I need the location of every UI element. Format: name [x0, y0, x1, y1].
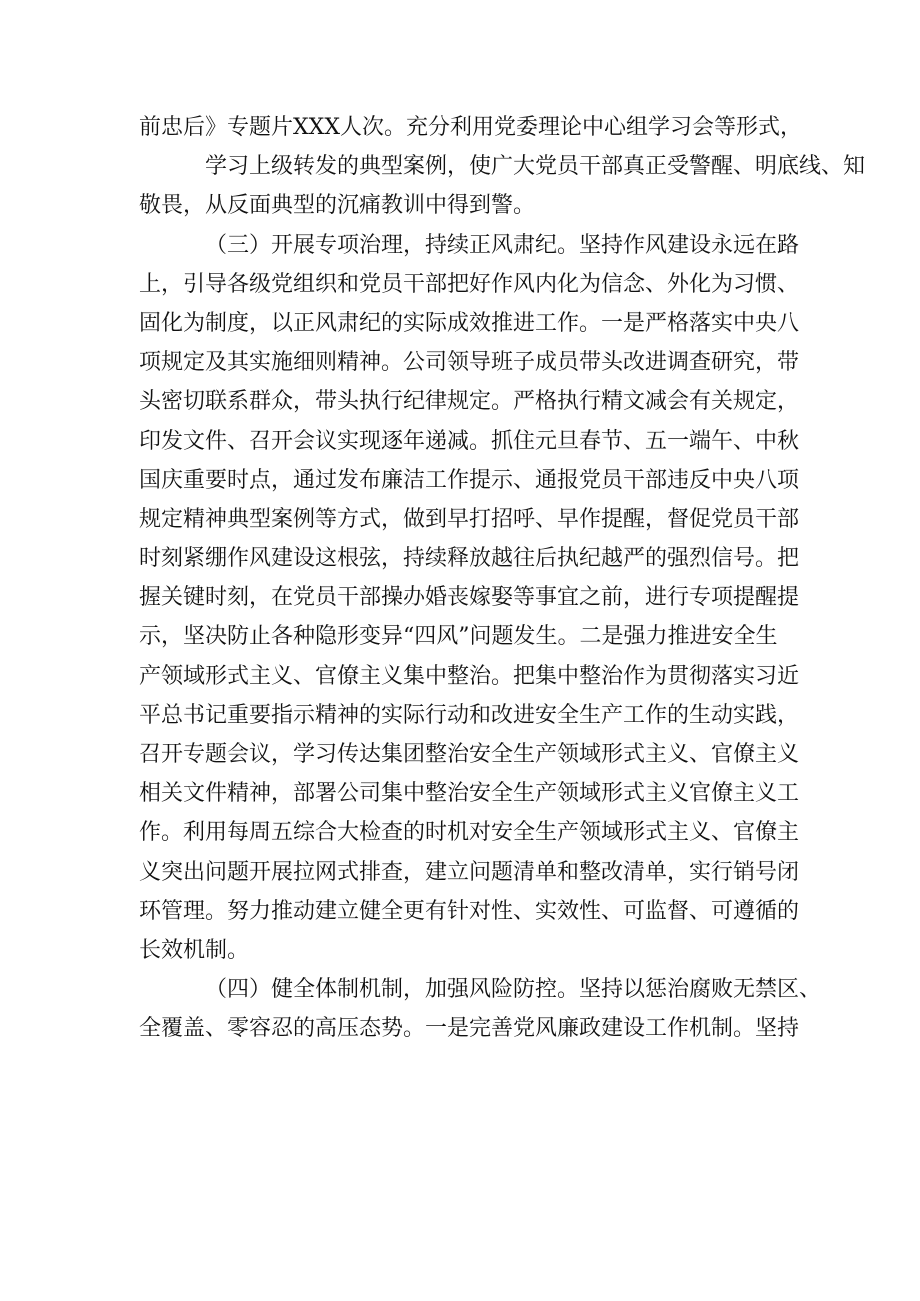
paragraph-section-3	[139, 226, 800, 971]
text-line: 相关文件精神，部署公司集中整治安全生产领域形式主义官僚主义工	[139, 781, 800, 807]
text-line: 全覆盖、零容忍的高压态势。一是完善党风廉政建设工作机制。坚持	[139, 1016, 800, 1042]
section-heading-line: （四）健全体制机制，加强风险防控。坚持以惩治腐败无禁区、	[205, 977, 822, 1003]
text-line: 平总书记重要指示精神的实际行动和改进安全生产工作的生动实践，	[139, 702, 800, 728]
text-line: 握关键时刻，在党员干部操办婚丧嫁娶等事宜之前，进行专项提醒提	[139, 585, 800, 611]
paragraph-continued	[139, 108, 866, 226]
text-line: 敬畏，从反面典型的沉痛教训中得到警。	[139, 193, 536, 219]
section-heading-line: （三）开展专项治理，持续正风肃纪。坚持作风建设永远在路	[205, 232, 800, 258]
text-line: 义突出问题开展拉网式排查，建立问题清单和整改清单，实行销号闭	[139, 859, 800, 885]
text-line: 时刻紧绷作风建设这根弦，持续释放越往后执纪越严的强烈信号。把	[139, 546, 800, 572]
text-line: 作。利用每周五综合大检查的时机对安全生产领域形式主义、官僚主	[139, 820, 800, 846]
text-line: 产领域形式主义、官僚主义集中整治。把集中整治作为贯彻落实习近	[139, 663, 800, 689]
text-line: 召开专题会议，学习传达集团整治安全生产领域形式主义、官僚主义	[139, 742, 800, 767]
paragraph-section-4	[139, 970, 822, 1048]
text-line: 项规定及其实施细则精神。公司领导班子成员带头改进调查研究，带	[139, 350, 800, 376]
text-line: 示，坚决防止各种隐形变异“四风”问题发生。二是强力推进安全生	[139, 624, 778, 650]
text-line: 环管理。努力推动建立健全更有针对性、实效性、可监督、可遵循的	[139, 898, 800, 924]
text-line: 固化为制度，以正风肃纪的实际成效推进工作。一是严格落实中央八	[139, 310, 800, 336]
text-line: 规定精神典型案例等方式，做到早打招呼、早作提醒，督促党员干部	[139, 506, 800, 532]
text-line: 印发文件、召开会议实现逐年递减。抓住元旦春节、五一端午、中秋	[139, 428, 800, 454]
text-line: 国庆重要时点，通过发布廉洁工作提示、通报党员干部违反中央八项	[139, 467, 800, 493]
text-line: 头密切联系群众，带头执行纪律规定。严格执行精文减会有关规定，	[139, 389, 800, 415]
text-line: 上，引导各级党组织和党员干部把好作风内化为信念、外化为习惯、	[139, 271, 800, 297]
text-line: 长效机制。	[139, 937, 250, 963]
text-line: 学习上级转发的典型案例，使广大党员干部真正受警醒、明底线、知	[205, 154, 866, 180]
document-body	[139, 108, 866, 1049]
text-line: 前忠后》专题片XXX人次。充分利用党委理论中心组学习会等形式，	[139, 115, 802, 140]
